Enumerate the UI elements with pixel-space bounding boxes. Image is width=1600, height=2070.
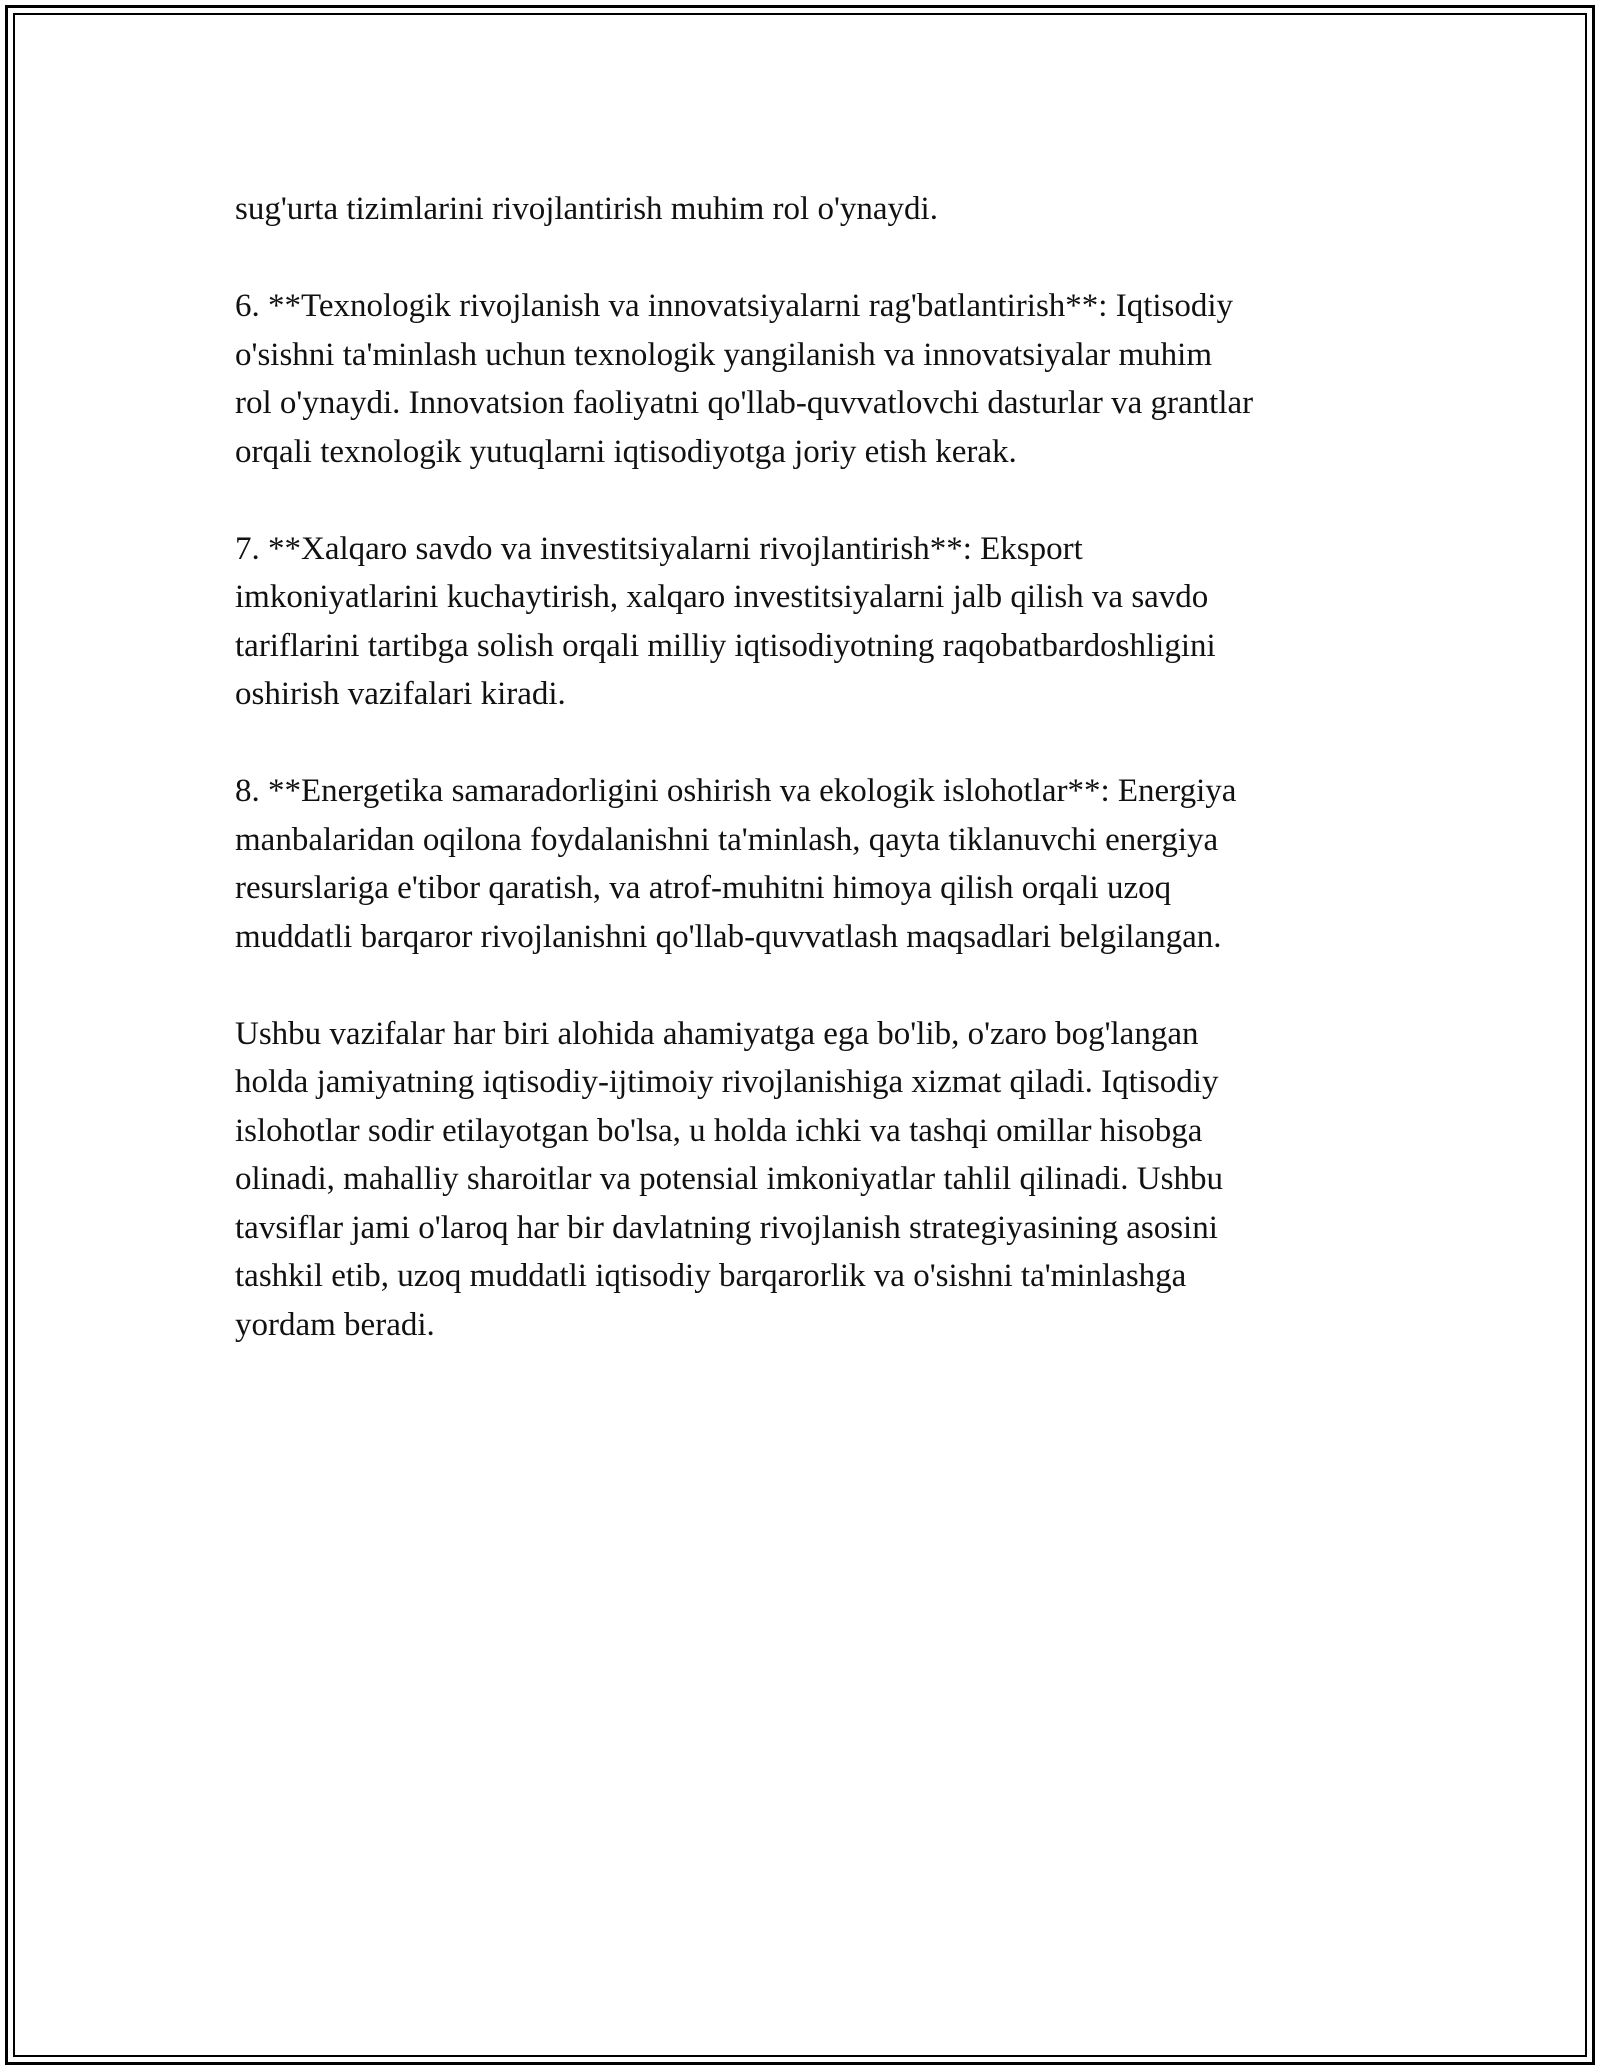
text-line: islohotlar sodir etilayotgan bo'lsa, u holda ichki va tashqi omillar hisobga [235,1112,1203,1149]
text-line: Ushbu vazifalar har biri alohida ahamiyatga ega bo'lib, o'zaro bog'langan [235,1015,1199,1052]
paragraph-item-6 [235,282,1415,476]
text-line: muddatli barqaror rivojlanishni qo'llab-quvvatlash maqsadlari belgilangan. [235,918,1222,955]
paragraph-continuation [235,185,1415,234]
text-line: 7. **Xalqaro savdo va investitsiyalarni rivojlantirish**: Eksport [235,530,1083,567]
document-body [235,185,1415,1398]
text-line: tavsiflar jami o'laroq har bir davlatning rivojlanish strategiyasining asosini [235,1209,1218,1246]
text-line: manbalaridan oqilona foydalanishni ta'minlash, qayta tiklanuvchi energiya [235,821,1219,858]
text-line: orqali texnologik yutuqlarni iqtisodiyotga joriy etish kerak. [235,433,1017,470]
paragraph-item-7 [235,525,1415,719]
text-line: rol o'ynaydi. Innovatsion faoliyatni qo'llab-quvvatlovchi dasturlar va grantlar [235,385,1254,421]
text-line: oshirish vazifalari kiradi. [235,676,566,712]
text-line: yordam beradi. [235,1306,435,1343]
text-line: holda jamiyatning iqtisodiy-ijtimoiy rivojlanishiga xizmat qiladi. Iqtisodiy [235,1064,1219,1100]
paragraph-item-8 [235,767,1415,961]
text-line: olinadi, mahalliy sharoitlar va potensial imkoniyatlar tahlil qilinadi. Ushbu [235,1161,1223,1197]
text-line: tashkil etib, uzoq muddatli iqtisodiy barqarorlik va o'sishni ta'minlashga [235,1258,1187,1294]
text-line: 8. **Energetika samaradorligini oshirish va ekologik islohotlar**: Energiya [235,773,1237,809]
text-line: 6. **Texnologik rivojlanish va innovatsiyalarni rag'batlantirish**: Iqtisodiy [235,288,1234,324]
text-line: imkoniyatlarini kuchaytirish, xalqaro investitsiyalarni jalb qilish va savdo [235,579,1209,615]
text-line: o'sishni ta'minlash uchun texnologik yangilanish va innovatsiyalar muhim [235,336,1213,373]
text-line: resurslariga e'tibor qaratish, va atrof-muhitni himoya qilish orqali uzoq [235,870,1172,906]
text-line: sug'urta tizimlarini rivojlantirish muhim rol o'ynaydi. [235,191,938,227]
text-line: tariflarini tartibga solish orqali milliy iqtisodiyotning raqobatbardoshligini [235,627,1216,664]
paragraph-conclusion [235,1010,1415,1350]
